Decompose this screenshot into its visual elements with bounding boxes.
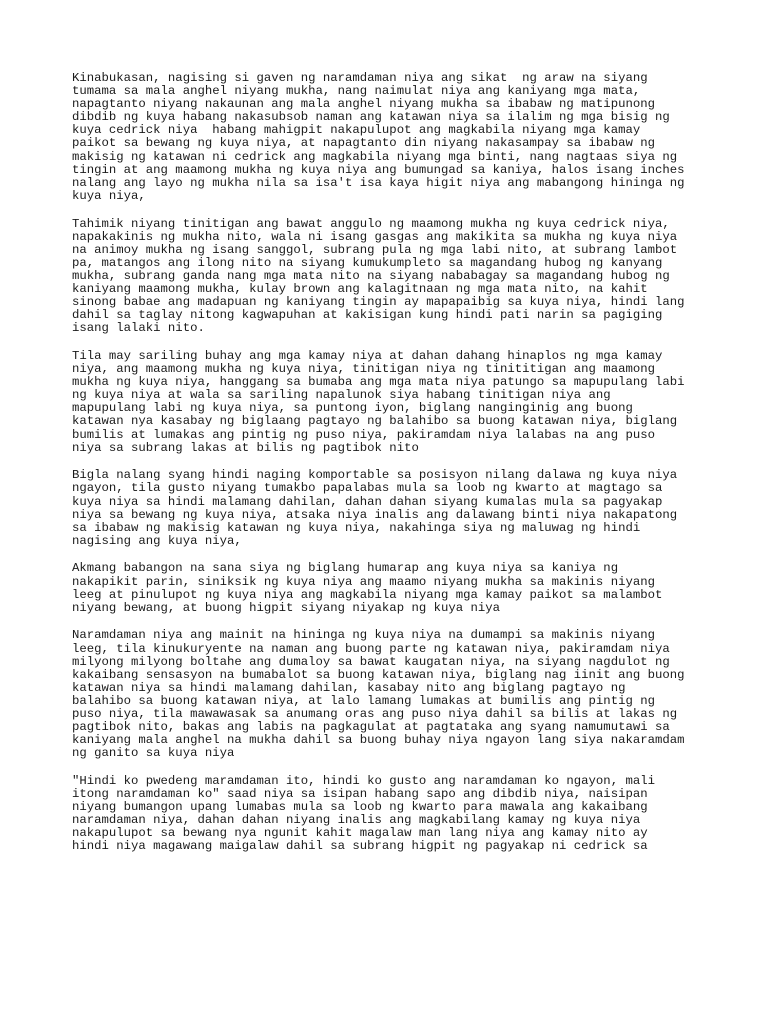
text-line: paikot sa bewang ng kuya niya, at napagtanto din niyang nakasampay sa ibabaw ng	[72, 136, 655, 151]
text-line: nakapulupot sa bewang nya ngunit kahit magalaw man lang niya ang kamay nito ay	[72, 826, 648, 841]
text-line: mapupulang labi ng kuya niya, sa puntong iyon, biglang nanginginig ang buong	[72, 401, 633, 416]
text-line: hindi niya magawang maigalaw dahil sa subrang higpit ng pagyakap ni cedrick sa	[72, 839, 648, 854]
text-line: nakapikit parin, siniksik ng kuya niya ang maamo niyang mukha sa makinis niyang	[72, 574, 655, 589]
text-line: mukha ng kuya niya, hanggang sa bumaba ang mga mata niya patungo sa mapupulang labi	[72, 375, 685, 390]
text-line: na animoy mukha ng isang sanggol, subrang pula ng mga labi nito, at subrang lambot	[72, 242, 678, 257]
text-line: nalang ang layo ng mukha nila sa isa't isa kaya higit niya ang mabangong hininga ng	[72, 175, 685, 190]
text-line: tumama sa mala anghel niyang mukha, nang naimulat niya ang kaniyang mga mata,	[72, 84, 641, 99]
text-line: Tahimik niyang tinitigan ang bawat anggulo ng maamong mukha ng kuya cedrick niya,	[72, 216, 670, 231]
text-line: kuya cedrick niya habang mahigpit nakapulupot ang magkabila niyang mga kamay	[72, 123, 641, 138]
text-line: "Hindi ko pwedeng maramdaman ito, hindi ko gusto ang naramdaman ko ngayon, mali	[72, 773, 655, 788]
text-line: kaniyang mala anghel na mukha dahil sa buong buhay niya ngayon lang siya nakaramdam	[72, 733, 685, 748]
text-line: mukha, subrang ganda nang mga mata nito na siyang nababagay sa magandang hubog ng	[72, 268, 670, 283]
text-line: ng ganito sa kuya niya	[72, 746, 235, 761]
text-line: milyong milyong boltahe ang dumaloy sa bawat kaugatan niya, na siyang nagdulot ng	[72, 654, 670, 669]
text-line: napagtanto niyang nakaunan ang mala anghel niyang mukha sa ibabaw ng matipunong	[72, 97, 655, 112]
text-line: itong naramdaman ko" saad niya sa isipan habang sapo ang dibdib niya, naisipan	[72, 787, 648, 802]
paragraph-7	[72, 775, 712, 854]
text-line: niya sa subrang lakas at bilis ng pagtibok nito	[72, 440, 419, 455]
paragraph-6	[72, 629, 712, 760]
text-line: pa, matangos ang ilong nito na siyang kumukumpleto sa magandang hubog ng kanyang	[72, 255, 663, 270]
text-line: niya sa bewang ng kuya niya, atsaka niya inalis ang dalawang binti niya nakapatong	[72, 507, 678, 522]
text-line: niya, ang maamong mukha ng kuya niya, tinitigan niya ng tinititigan ang maamong	[72, 362, 655, 377]
paragraph-4	[72, 469, 712, 548]
text-line: puso niya, tila mawawasak sa anumang oras ang puso niya dahil sa bilis at lakas ng	[72, 707, 678, 721]
text-line: niyang bumangon upang lumabas mula sa loob ng kwarto para mawala ang kakaibang	[72, 800, 648, 815]
text-line: balahibo sa buong katawan niya, at lalo lamang lumakas at bumilis ang pintig ng	[72, 693, 655, 708]
text-line: Kinabukasan, nagising si gaven ng naramdaman niya ang sikat ng araw na siyang	[72, 71, 648, 85]
text-line: kakaibang sensasyon na bumabalot sa buong katawan niya, biglang nag iinit ang buong	[72, 667, 685, 682]
text-line: katawan niya sa hindi malamang dahilan, kasabay nito ang biglang pagtayo ng	[72, 680, 626, 695]
text-line: sa ibabaw ng makisig katawan ng kuya niya, nakahinga siya ng maluwag ng hindi	[72, 520, 641, 535]
text-line: pagtibok nito, bakas ang labis na pagkagulat at pagtataka ang syang namumutawi sa	[72, 720, 670, 735]
text-line: Akmang babangon na sana siya ng biglang humarap ang kuya niya sa kaniya ng	[72, 561, 619, 576]
text-line: ng kuya niya at wala sa sariling napalunok siya habang tinitigan niya ang	[72, 388, 611, 403]
text-line: Naramdaman niya ang mainit na hininga ng kuya niya na dumampi sa makinis niyang	[72, 628, 655, 643]
text-line: tingin at ang maamong mukha ng kuya niya ang bumungad sa kaniya, halos isang inches	[72, 162, 685, 177]
text-line: leeg, tila kinukuryente na naman ang buong parte ng katawan niya, pakiramdam niya	[72, 641, 670, 656]
text-line: isang lalaki nito.	[72, 321, 205, 336]
text-line: ngayon, tila gusto niyang tumakbo papalabas mula sa loob ng kwarto at magtago sa	[72, 481, 663, 496]
text-line: katawan nya kasabay ng biglaang pagtayo ng balahibo sa buong katawan niya, biglang	[72, 414, 678, 429]
text-line: bumilis at lumakas ang pintig ng puso niya, pakiramdam niya lalabas na ang puso	[72, 427, 655, 442]
paragraph-2	[72, 218, 712, 336]
text-line: makisig ng katawan ni cedrick ang magkabila niyang mga binti, nang nagtaas siya ng	[72, 149, 678, 164]
text-line: dibdib ng kuya habang nakasubsob naman ang katawan niya sa ilalim ng mga bisig ng	[72, 110, 670, 125]
document-body	[72, 72, 712, 868]
text-line: kuya niya sa hindi malamang dahilan, dahan dahan siyang kumalas mula sa pagyakap	[72, 494, 663, 509]
text-line: niyang bewang, at buong higpit siyang niyakap ng kuya niya	[72, 600, 501, 615]
text-line: nagising ang kuya niya,	[72, 533, 242, 548]
text-line: leeg at pinulupot ng kuya niya ang magkabila niyang mga kamay paikot sa malambot	[72, 587, 663, 602]
text-line: dahil sa taglay nitong kagwapuhan at kakisigan kung hindi pati narin sa pagiging	[72, 308, 663, 323]
paragraph-3	[72, 350, 712, 455]
text-line: kaniyang maamong mukha, kulay brown ang kalagitnaan ng mga mata nito, na kahit	[72, 282, 648, 296]
text-line: kuya niya,	[72, 188, 146, 203]
paragraph-5	[72, 562, 712, 614]
paragraph-1	[72, 72, 712, 203]
text-line: naramdaman niya, dahan dahan niyang inalis ang magkabilang kamay ng kuya niya	[72, 813, 641, 828]
text-line: Tila may sariling buhay ang mga kamay niya at dahan dahang hinaplos ng mga kamay	[72, 348, 663, 363]
text-line: napakakinis ng mukha nito, wala ni isang gasgas ang makikita sa mukha ng kuya niya	[72, 229, 678, 244]
text-line: Bigla nalang syang hindi naging komportable sa posisyon nilang dalawa ng kuya niya	[72, 468, 678, 483]
text-line: sinong babae ang madapuan ng kaniyang tingin ay mapapaibig sa kuya niya, hindi lang	[72, 295, 685, 310]
